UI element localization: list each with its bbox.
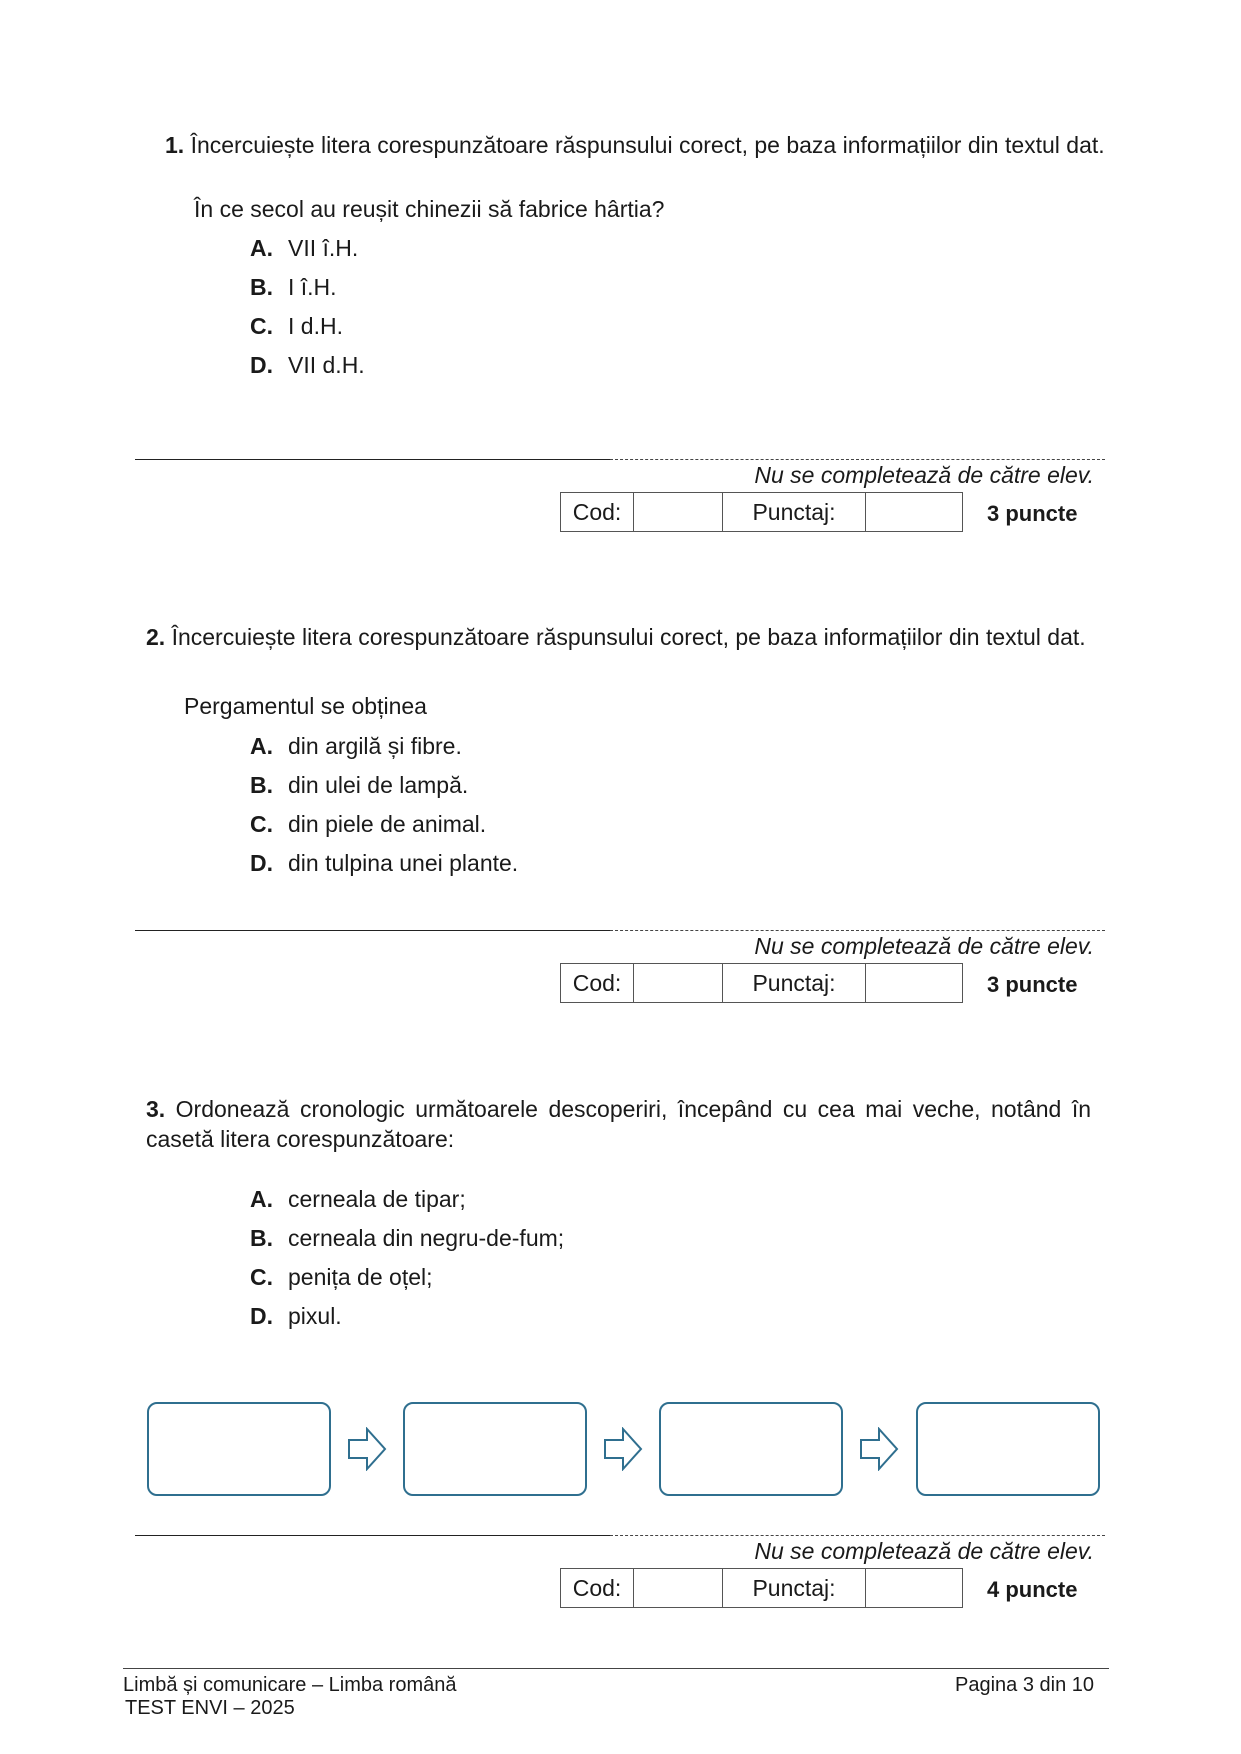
q2-cod-label: Cod:	[561, 964, 634, 1003]
q2-option-a[interactable]: A. din argilă și fibre.	[250, 733, 462, 759]
q1-punctaj-label: Punctaj:	[723, 493, 866, 532]
q2-option-b[interactable]: B. din ulei de lampă.	[250, 772, 469, 798]
q2-cod-field[interactable]	[634, 964, 723, 1003]
q1-number: 1.	[165, 132, 185, 158]
q3-answer-box-2[interactable]	[403, 1402, 587, 1496]
q3-punctaj-label: Punctaj:	[723, 1569, 866, 1608]
q3-cod-label: Cod:	[561, 1569, 634, 1608]
q3-option-b: B. cerneala din negru-de-fum;	[250, 1225, 565, 1251]
q1-option-b[interactable]: B. I î.H.	[250, 274, 337, 300]
q1-instruction	[165, 132, 1105, 159]
q3-score-table	[560, 1568, 963, 1608]
q2-points: 3 puncte	[987, 972, 1078, 997]
q1-option-d[interactable]: D. VII d.H.	[250, 352, 365, 378]
q2-grader-note: Nu se completează de către elev.	[754, 933, 1094, 959]
q3-cod-field[interactable]	[634, 1569, 723, 1608]
q3-option-a: A. cerneala de tipar;	[250, 1186, 466, 1212]
q1-score-table	[560, 492, 963, 532]
arrow-right-icon	[859, 1427, 899, 1471]
q2-instruction	[146, 624, 1086, 651]
q1-cod-field[interactable]	[634, 493, 723, 532]
q3-answer-box-4[interactable]	[916, 1402, 1100, 1496]
q2-number: 2.	[146, 624, 166, 650]
q2-score-table	[560, 963, 963, 1003]
q3-option-d: D. pixul.	[250, 1303, 342, 1329]
q1-option-c[interactable]: C. I d.H.	[250, 313, 343, 339]
arrow-right-icon	[603, 1427, 643, 1471]
q3-answer-box-3[interactable]	[659, 1402, 843, 1496]
footer-page-number: Pagina 3 din 10	[954, 1674, 1094, 1696]
q1-grader-note: Nu se completează de către elev.	[754, 462, 1094, 488]
q2-punctaj-label: Punctaj:	[723, 964, 866, 1003]
q3-punctaj-field[interactable]	[866, 1569, 963, 1608]
q3-grader-note: Nu se completează de către elev.	[754, 1538, 1094, 1564]
q2-punctaj-field[interactable]	[866, 964, 963, 1003]
q2-instruction-text: Încercuiește litera corespunzătoare răspunsului corect, pe baza informațiilor din textul dat.	[171, 624, 1086, 650]
q1-question: În ce secol au reușit chinezii să fabrice hârtia?	[194, 196, 665, 222]
q3-number: 3.	[146, 1096, 166, 1122]
q1-option-a[interactable]: A. VII î.H.	[250, 235, 359, 261]
q1-points: 3 puncte	[987, 501, 1078, 526]
footer-divider	[123, 1668, 1109, 1669]
q3-option-c: C. penița de oțel;	[250, 1264, 433, 1290]
footer-subject: Limbă și comunicare – Limba română	[123, 1674, 457, 1696]
q3-answer-box-1[interactable]	[147, 1402, 331, 1496]
q2-option-c[interactable]: C. din piele de animal.	[250, 811, 487, 837]
q1-punctaj-field[interactable]	[866, 493, 963, 532]
q3-instruction-text: Ordonează cronologic următoarele descoperiri, începând cu cea mai veche, notând în	[175, 1096, 1091, 1122]
q2-question: Pergamentul se obținea	[184, 693, 427, 719]
footer-test: TEST ENVI – 2025	[125, 1697, 295, 1719]
q2-option-d[interactable]: D. din tulpina unei plante.	[250, 850, 519, 876]
arrow-right-icon	[347, 1427, 387, 1471]
q3-instruction-line2: casetă litera corespunzătoare:	[146, 1126, 455, 1152]
q1-cod-label: Cod:	[561, 493, 634, 532]
q1-instruction-text: Încercuiește litera corespunzătoare răspunsului corect, pe baza informațiilor din textul dat.	[190, 132, 1105, 158]
q3-instruction-line1	[146, 1096, 1091, 1123]
q3-points: 4 puncte	[987, 1577, 1078, 1602]
